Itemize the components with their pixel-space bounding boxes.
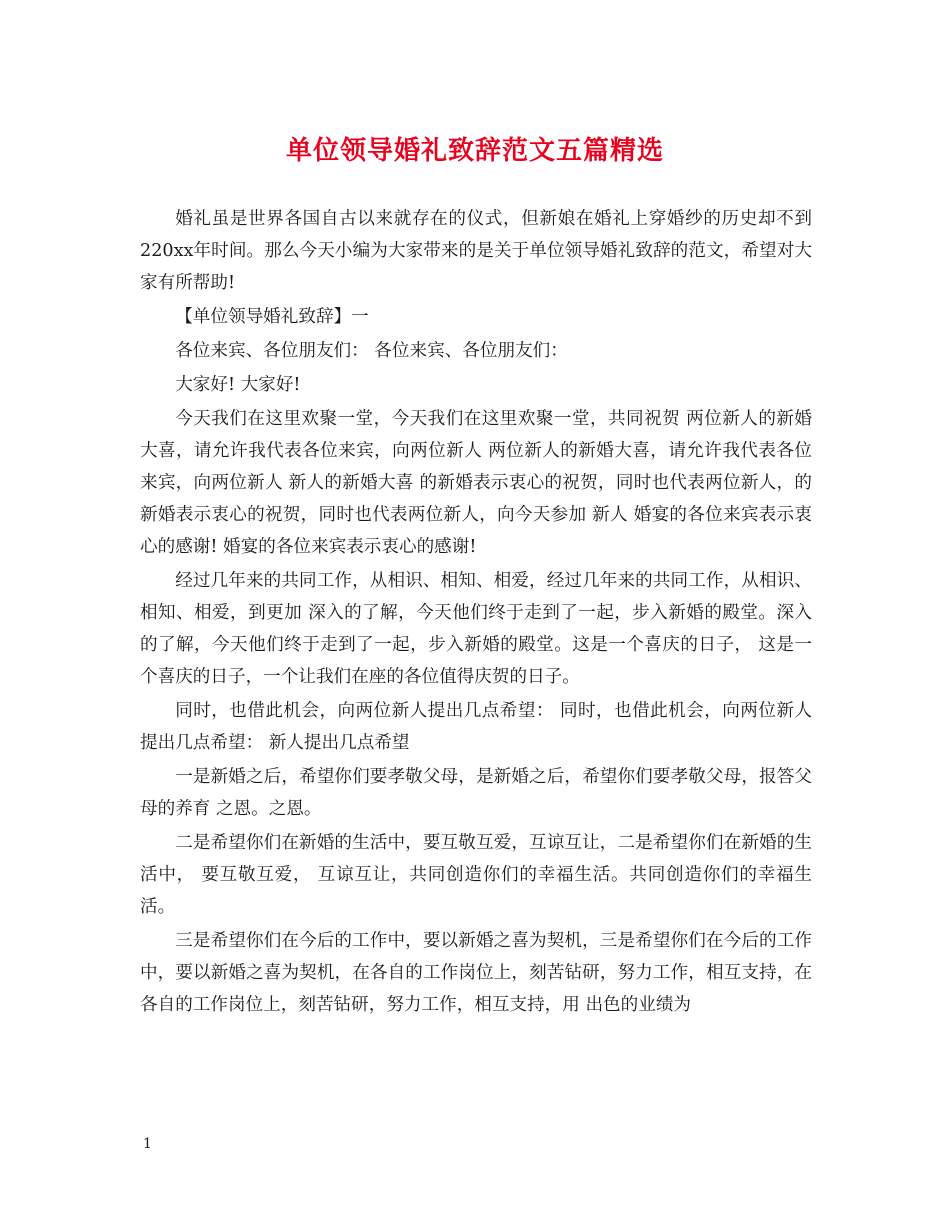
page-number: 1 (143, 1136, 152, 1152)
document-title: 单位领导婚礼致辞范文五篇精选 (285, 136, 664, 166)
body-paragraph: 三是希望你们在今后的工作中，要以新婚之喜为契机，三是希望你们在今后的工作中，要以新婚之喜为契机，在各自的工作岗位上，刻苦钻研，努力工作，相互支持，在各自的工作岗位上，刻苦钻研，努力工作，相互支持，用 出色的业绩为 (140, 931, 812, 1015)
salutation-paragraph: 各位来宾、各位朋友们： 各位来宾、各位朋友们： (175, 341, 568, 361)
body-paragraph: 二是希望你们在新婚的生活中，要互敬互爱，互谅互让，二是希望你们在新婚的生活中， 要互敬互爱， 互谅互让，共同创造你们的幸福生活。共同创造你们的幸福生活。 (140, 833, 812, 917)
body-paragraph: 经过几年来的共同工作，从相识、相知、相爱，经过几年来的共同工作，从相识、相知、相爱，到更加 深入的了解，今天他们终于走到了一起，步入新婚的殿堂。深入的了解，今天他们终于走到了一起，步入新婚的殿堂。这是一个喜庆的日子， 这是一个喜庆的日子，一个让我们在座的各位值得庆贺的日子。 (140, 571, 812, 687)
body-paragraph: 同时，也借此机会，向两位新人提出几点希望： 同时，也借此机会，向两位新人提出几点希望： 新人提出几点希望 (140, 701, 812, 753)
section-heading: 【单位领导婚礼致辞】一 (175, 307, 369, 327)
greeting-paragraph: 大家好! 大家好! (175, 375, 301, 395)
body-paragraph: 一是新婚之后，希望你们要孝敬父母，是新婚之后，希望你们要孝敬父母，报答父母的养育 之恩。之恩。 (140, 767, 812, 819)
document-body (140, 203, 812, 1023)
body-paragraph: 今天我们在这里欢聚一堂，今天我们在这里欢聚一堂，共同祝贺 两位新人的新婚大喜，请允许我代表各位来宾，向两位新人 两位新人的新婚大喜，请允许我代表各位来宾，向两位新人 新人的新婚大喜 的新婚表示衷心的祝贺，同时也代表两位新人，的新婚表示衷心的祝贺，同时也代表两位新人，向今天参加 新人 婚宴的各位来宾表示衷心的感谢! 婚宴的各位来宾表示衷心的感谢! (140, 409, 812, 557)
intro-paragraph: 婚礼虽是世界各国自古以来就存在的仪式，但新娘在婚礼上穿婚纱的历史却不到220xx年时间。那么今天小编为大家带来的是关于单位领导婚礼致辞的范文，希望对大家有所帮助! (140, 209, 812, 293)
